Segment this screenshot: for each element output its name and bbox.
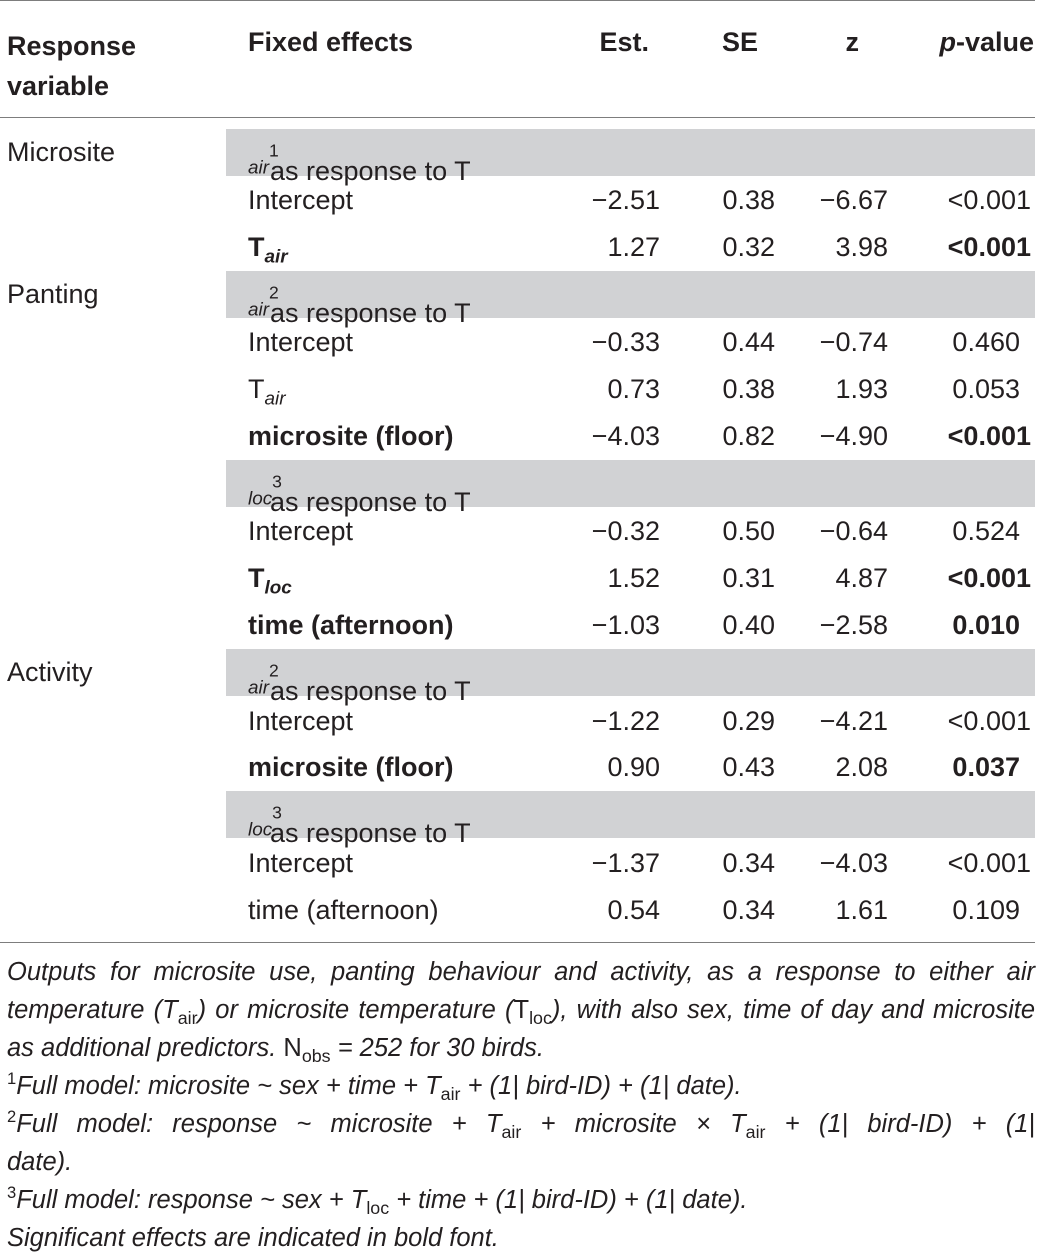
p-value: 0.109	[952, 895, 1020, 925]
p-value: <0.001	[947, 232, 1031, 262]
z-value: 2.08	[835, 752, 888, 782]
fixed-effect-label: time (afternoon)	[248, 610, 454, 640]
fixed-effect-label: Intercept	[248, 706, 354, 736]
header-est: Est.	[599, 27, 649, 57]
se-value: 0.40	[722, 610, 775, 640]
bottom-rule	[0, 942, 1035, 943]
se-value: 0.32	[722, 232, 775, 262]
p-value: <0.001	[947, 563, 1031, 593]
z-value: −4.03	[819, 848, 888, 878]
z-value: −0.64	[819, 516, 888, 546]
p-value: <0.001	[947, 421, 1031, 451]
fixed-effect-label: microsite (floor)	[248, 752, 454, 782]
est-value: −4.03	[591, 421, 660, 451]
response-activity: Activity	[7, 657, 93, 687]
header-rule	[0, 117, 1035, 118]
fixed-effect-label: $T_{loc}$	[248, 563, 292, 599]
fixed-effect-label: microsite (floor)	[248, 421, 454, 451]
p-value: 0.053	[952, 374, 1020, 404]
est-value: −1.03	[591, 610, 660, 640]
se-value: 0.34	[722, 895, 775, 925]
se-value: 0.34	[722, 848, 775, 878]
fixed-effect-label: Intercept	[248, 848, 354, 878]
p-value: 0.524	[952, 516, 1020, 546]
p-value: 0.010	[952, 610, 1020, 640]
group-header: as response to T $_{loc}^3$	[226, 791, 1035, 838]
est-value: 0.73	[607, 374, 660, 404]
fixed-effect-label: $T_{air}$	[248, 374, 286, 410]
header-p-value: p-value	[939, 27, 1034, 57]
group-header: as response to T $_{air}^2$	[226, 649, 1035, 696]
est-value: −0.33	[591, 327, 660, 357]
header-fixed-effects: Fixed effects	[248, 27, 414, 57]
p-value: <0.001	[947, 706, 1031, 736]
est-value: 0.90	[607, 752, 660, 782]
est-value: −1.22	[591, 706, 660, 736]
response-panting: Panting	[7, 279, 99, 309]
footnote-3: $^3$Full model: response ~ sex + $T_{loc}$ + time + (1| bird-ID) + (1| date).	[7, 1183, 748, 1219]
header-response-variable: Response variable	[7, 31, 137, 101]
z-value: 1.93	[835, 374, 888, 404]
se-value: 0.44	[722, 327, 775, 357]
se-value: 0.38	[722, 374, 775, 404]
fixed-effect-label: $T_{air}$	[248, 232, 288, 268]
se-value: 0.38	[722, 185, 775, 215]
p-value: <0.001	[947, 185, 1031, 215]
z-value: 3.98	[835, 232, 888, 262]
p-value: <0.001	[947, 848, 1031, 878]
est-value: −2.51	[591, 185, 660, 215]
z-value: −6.67	[819, 185, 888, 215]
table-footnotes	[7, 953, 1035, 1257]
table-caption: Outputs for microsite use, panting behaviour and activity, as a response to either air temperature $(T_{air})$ or microsite temperature $(T_{loc})$, with also sex, time of day and microsite as additional predictors. $N_{obs} = 252$ for 30 birds.	[7, 958, 1036, 1067]
group-header: as response to T $_{loc}^3$	[226, 460, 1035, 507]
top-rule	[0, 0, 1035, 1]
z-value: −4.21	[819, 706, 888, 736]
footnote-2: $^2$Full model: response ~ microsite + $T_{air}$ + microsite × $T_{air} + (1|$ bird-ID) + (1| date).	[7, 1107, 1036, 1176]
z-value: −0.74	[819, 327, 888, 357]
p-value: 0.460	[952, 327, 1020, 357]
header-se: SE	[721, 27, 758, 57]
est-value: −1.37	[591, 848, 660, 878]
est-value: 1.52	[607, 563, 660, 593]
z-value: −2.58	[819, 610, 888, 640]
se-value: 0.31	[722, 563, 775, 593]
se-value: 0.82	[722, 421, 775, 451]
se-value: 0.50	[722, 516, 775, 546]
footnote-1: $^1$Full model: microsite ~ sex + time + $T_{air} + (1|$ bird-ID) + (1| date).	[7, 1069, 742, 1105]
se-value: 0.43	[722, 752, 775, 782]
fixed-effect-label: Intercept	[248, 327, 354, 357]
header-z: z	[845, 27, 859, 57]
z-value: −4.90	[819, 421, 888, 451]
p-value: 0.037	[952, 752, 1020, 782]
fixed-effect-label: Intercept	[248, 516, 354, 546]
group-header: as response to T $_{air}^1$	[226, 129, 1035, 176]
z-value: 4.87	[835, 563, 888, 593]
z-value: 1.61	[835, 895, 888, 925]
se-value: 0.29	[722, 706, 775, 736]
est-value: 0.54	[607, 895, 660, 925]
significance-note: Significant effects are indicated in bold font.	[7, 1224, 499, 1252]
fixed-effect-label: time (afternoon)	[248, 895, 439, 925]
group-header: as response to T $_{air}^2$	[226, 271, 1035, 318]
est-value: 1.27	[607, 232, 660, 262]
response-microsite: Microsite	[7, 137, 116, 167]
fixed-effect-label: Intercept	[248, 185, 354, 215]
est-value: −0.32	[591, 516, 660, 546]
